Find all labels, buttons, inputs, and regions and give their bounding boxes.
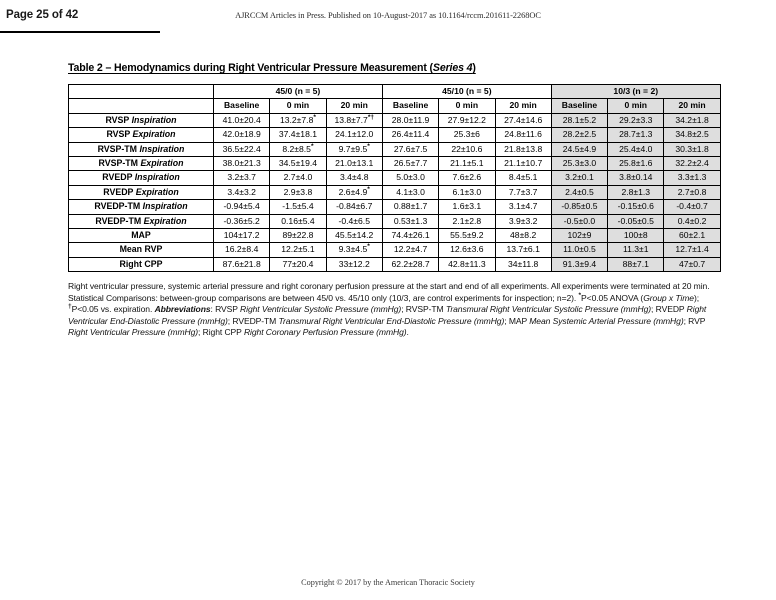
row-label-measure: MAP xyxy=(131,230,151,241)
table-cell xyxy=(326,200,382,214)
table-row xyxy=(69,214,721,228)
header-divider-rule xyxy=(0,31,160,33)
cell-value: -0.84±6.7 xyxy=(336,201,373,212)
cell-value: -0.36±5.2 xyxy=(223,215,260,226)
cell-value: 3.3±1.3 xyxy=(677,172,707,183)
cell-value: 41.0±20.4 xyxy=(222,114,261,125)
cell-value: 13.7±6.1 xyxy=(506,244,540,255)
table-cell xyxy=(270,113,326,127)
row-label-measure: RVSP-TM xyxy=(98,158,138,169)
row-label xyxy=(69,257,214,271)
cell-value: 1.6±3.1 xyxy=(452,201,482,212)
table-cell xyxy=(382,157,438,171)
group-header-row xyxy=(69,85,721,99)
table-cell xyxy=(439,128,495,142)
table-cell xyxy=(551,113,607,127)
table-cell xyxy=(664,200,720,214)
cell-value: 2.4±0.5 xyxy=(565,186,594,197)
table-cell xyxy=(439,214,495,228)
page-header xyxy=(0,8,776,30)
table-row xyxy=(69,113,721,127)
abbrev-rvp: Right Ventricular Pressure (mmHg) xyxy=(68,326,199,337)
table-row xyxy=(69,157,721,171)
table-cell xyxy=(495,171,551,185)
cell-value: 25.8±1.6 xyxy=(619,158,653,169)
table-cell xyxy=(495,113,551,127)
table-cell xyxy=(608,157,664,171)
table-cell xyxy=(664,214,720,228)
table-footnote xyxy=(68,281,720,338)
press-citation-line: AJRCCM Articles in Press. Published on 10-August-2017 as 10.1164/rccm.201611-2268OC xyxy=(235,11,541,20)
cell-value: -0.85±0.5 xyxy=(561,201,598,212)
table-cell xyxy=(439,200,495,214)
table-cell xyxy=(664,157,720,171)
cell-value: 34.5±19.4 xyxy=(278,158,318,169)
row-label xyxy=(69,113,214,127)
row-label-measure: RVEDP xyxy=(102,172,133,183)
table-cell xyxy=(495,142,551,156)
cell-value: 7.6±2.6 xyxy=(452,172,482,183)
cell-value: 3.2±0.1 xyxy=(565,172,594,183)
footnote-sep-11: ; Right CPP xyxy=(198,326,244,337)
table-cell xyxy=(551,157,607,171)
cell-value: 27.4±14.6 xyxy=(504,114,543,125)
table-cell xyxy=(326,171,382,185)
abbrev-rvsp: Right Ventricular Systolic Pressure (mmHg) xyxy=(240,304,402,315)
cell-value: 22±10.6 xyxy=(451,143,483,154)
cell-value: 37.4±18.1 xyxy=(278,129,318,140)
table-cell xyxy=(214,142,270,156)
row-label-measure: RVEDP xyxy=(103,186,134,197)
table-cell xyxy=(214,229,270,243)
table-cell xyxy=(608,171,664,185)
page-content xyxy=(68,62,720,338)
table-cell xyxy=(664,113,720,127)
cell-value: 33±12.2 xyxy=(338,258,370,269)
row-label-measure: RVEDP-TM xyxy=(95,215,142,226)
table-cell xyxy=(382,200,438,214)
cell-value: 25.3±6 xyxy=(453,129,480,140)
cell-value: 25.3±3.0 xyxy=(562,158,597,169)
footnote-sep-6: ; RVSP-TM xyxy=(401,304,446,315)
significance-marker-icon: * xyxy=(367,243,370,251)
cell-value: 24.5±4.9 xyxy=(562,143,597,154)
cell-value: 0.4±0.2 xyxy=(677,215,707,226)
table-body xyxy=(69,113,721,271)
group-header-2: 10/3 (n = 2) xyxy=(551,85,720,99)
cell-value: 24.1±12.0 xyxy=(335,129,374,140)
cell-value: 38.0±21.3 xyxy=(222,158,261,169)
table-cell xyxy=(495,157,551,171)
table-head xyxy=(69,85,721,114)
cell-value: 0.88±1.7 xyxy=(393,201,428,212)
cell-value: 3.4±4.8 xyxy=(339,172,369,183)
cell-value: 34±11.8 xyxy=(507,258,539,269)
column-header-3: Baseline xyxy=(382,99,438,113)
row-label xyxy=(69,171,214,185)
cell-value: 91.3±9.4 xyxy=(562,258,597,269)
table-cell xyxy=(495,185,551,199)
row-label xyxy=(69,157,214,171)
row-label-measure: Mean RVP xyxy=(119,244,163,255)
cell-value: 13.2±7.8 xyxy=(279,114,314,125)
footnote-sentence-2: P<0.05 ANOVA ( xyxy=(581,292,644,303)
page-footer xyxy=(0,578,776,587)
cell-value: 28.0±11.9 xyxy=(391,114,430,125)
cell-value: 34.8±2.5 xyxy=(675,129,709,140)
cell-value: 12.2±4.7 xyxy=(393,244,428,255)
footnote-abbreviations-label: Abbreviations xyxy=(154,304,211,315)
table-cell xyxy=(551,214,607,228)
table-cell xyxy=(270,214,326,228)
table-cell xyxy=(214,243,270,257)
cell-value: 28.2±2.5 xyxy=(562,129,597,140)
footnote-sentence-4: P<0.05 vs. expiration. xyxy=(71,304,155,315)
table-cell xyxy=(664,229,720,243)
row-label xyxy=(69,142,214,156)
cell-value: 2.6±4.9 xyxy=(338,186,368,197)
table-cell xyxy=(214,200,270,214)
cell-value: 2.7±0.8 xyxy=(677,186,707,197)
table-cell xyxy=(326,243,382,257)
table-cell xyxy=(439,229,495,243)
row-label xyxy=(69,200,214,214)
significance-marker-icon: * xyxy=(310,142,314,150)
table-cell xyxy=(664,257,720,271)
cell-value: 9.3±4.5 xyxy=(338,244,368,255)
cell-value: 8.2±8.5 xyxy=(282,143,311,154)
cell-value: 47±0.7 xyxy=(678,258,706,269)
abbrev-rvedp-tm: Transmural Right Ventricular End-Diastolic Pressure (mmHg) xyxy=(278,315,505,326)
cell-value: -0.4±0.7 xyxy=(676,201,708,212)
row-label-phase: Inspiration xyxy=(142,201,188,212)
column-header-2: 20 min xyxy=(326,99,382,113)
cell-value: 104±17.2 xyxy=(223,230,260,241)
cell-value: 2.7±4.0 xyxy=(283,172,313,183)
column-header-7: 0 min xyxy=(608,99,664,113)
footnote-sep-10: ; RVP xyxy=(683,315,706,326)
cell-value: 27.6±7.5 xyxy=(393,143,428,154)
table-cell xyxy=(664,171,720,185)
abbrev-map: Mean Systemic Arterial Pressure (mmHg) xyxy=(529,315,684,326)
cell-value: -0.4±6.5 xyxy=(338,215,370,226)
row-label xyxy=(69,214,214,228)
abbrev-rvsp-tm: Transmural Right Ventricular Systolic Pressure (mmHg) xyxy=(445,304,652,315)
column-header-6: Baseline xyxy=(551,99,607,113)
cell-value: -0.94±5.4 xyxy=(223,201,260,212)
cell-value: 5.0±3.0 xyxy=(396,172,425,183)
table-cell xyxy=(270,128,326,142)
corner-cell xyxy=(69,85,214,99)
footnote-sentence-3: ); xyxy=(693,292,699,303)
cell-value: 3.1±4.7 xyxy=(508,201,538,212)
table-cell xyxy=(608,229,664,243)
table-cell xyxy=(439,113,495,127)
table-cell xyxy=(270,157,326,171)
column-header-1: 0 min xyxy=(270,99,326,113)
row-label xyxy=(69,243,214,257)
row-label-phase: Expiration xyxy=(132,129,176,140)
cell-value: 2.8±1.3 xyxy=(621,186,651,197)
table-cell xyxy=(495,229,551,243)
table-cell xyxy=(551,200,607,214)
row-label xyxy=(69,128,214,142)
footnote-sep-7: ; RVEDP xyxy=(651,304,687,315)
footnote-sep-12: . xyxy=(406,326,409,337)
cell-value: 42.0±18.9 xyxy=(222,129,261,140)
table-cell xyxy=(326,157,382,171)
cell-value: 55.5±9.2 xyxy=(450,230,484,241)
copyright-text: Copyright © 2017 by the American Thoracic Society xyxy=(301,578,475,587)
table-cell xyxy=(439,142,495,156)
table-cell xyxy=(326,185,382,199)
table-row xyxy=(69,142,721,156)
table-cell xyxy=(664,128,720,142)
cell-value: 11.0±0.5 xyxy=(563,244,596,255)
table-cell xyxy=(439,243,495,257)
row-label-phase: Inspiration xyxy=(131,114,177,125)
table-caption xyxy=(68,62,720,74)
table-cell xyxy=(551,229,607,243)
table-cell xyxy=(495,257,551,271)
column-header-5: 20 min xyxy=(495,99,551,113)
table-cell xyxy=(439,185,495,199)
cell-value: 9.7±9.5 xyxy=(338,143,368,154)
cell-value: 102±9 xyxy=(567,230,592,241)
cell-value: 28.7±1.3 xyxy=(619,129,653,140)
cell-value: -0.5±0.0 xyxy=(563,215,596,226)
table-cell xyxy=(382,128,438,142)
table-row xyxy=(69,128,721,142)
cell-value: 62.2±28.7 xyxy=(391,258,430,269)
table-cell xyxy=(551,257,607,271)
table-cell xyxy=(214,113,270,127)
cell-value: 45.5±14.2 xyxy=(335,230,374,241)
table-cell xyxy=(326,214,382,228)
cell-value: 48±8.2 xyxy=(510,230,537,241)
table-cell xyxy=(439,157,495,171)
cell-value: 60±2.1 xyxy=(678,230,706,241)
cell-value: 36.5±22.4 xyxy=(222,143,261,154)
cell-value: 77±20.4 xyxy=(282,258,314,269)
cell-value: 0.16±5.4 xyxy=(281,215,315,226)
footnote-sep-8: ; RVEDP-TM xyxy=(227,315,279,326)
cell-value: 3.2±3.7 xyxy=(227,172,256,183)
cell-value: 4.1±3.0 xyxy=(396,186,425,197)
table-cell xyxy=(664,185,720,199)
cell-value: 6.1±3.0 xyxy=(452,186,482,197)
row-label-measure: RVSP-TM xyxy=(97,143,137,154)
cell-value: 12.6±3.6 xyxy=(450,244,484,255)
cell-value: 100±8 xyxy=(623,230,648,241)
table-row xyxy=(69,229,721,243)
cell-value: 12.2±5.1 xyxy=(281,244,315,255)
cell-value: 21.0±13.1 xyxy=(335,158,374,169)
row-label-measure: RVEDP-TM xyxy=(94,201,141,212)
cell-value: 29.2±3.3 xyxy=(619,114,653,125)
cell-value: -0.15±0.6 xyxy=(617,201,654,212)
cell-value: 21.1±10.7 xyxy=(504,158,543,169)
table-cell xyxy=(495,128,551,142)
table-cell xyxy=(214,157,270,171)
row-label xyxy=(69,229,214,243)
significance-marker-icon: * xyxy=(367,142,370,150)
cell-value: 12.7±1.4 xyxy=(675,244,709,255)
table-cell xyxy=(608,128,664,142)
cell-value: 30.3±1.8 xyxy=(675,143,709,154)
cell-value: 13.8±7.7 xyxy=(334,114,368,125)
footnote-sentence-1: Right ventricular pressure, systemic arterial pressure and right coronary perfusion pressure at the start and end of all experiments. All experiments were terminated at 20 min. Statistical Comparisons: between-group comparisons are between 45/0 vs. 45/10 only (10/3, are control experiments for inspection; n=2). xyxy=(68,281,710,303)
table-cell xyxy=(495,243,551,257)
significance-marker-icon: * xyxy=(313,113,316,121)
cell-value: 21.8±13.8 xyxy=(504,143,543,154)
cell-value: 0.53±1.3 xyxy=(393,215,428,226)
table-cell xyxy=(608,200,664,214)
cell-value: 3.9±3.2 xyxy=(508,215,538,226)
table-cell xyxy=(495,214,551,228)
row-label-phase: Expiration xyxy=(140,158,184,169)
table-cell xyxy=(214,185,270,199)
table-cell xyxy=(382,171,438,185)
table-cell xyxy=(551,142,607,156)
cell-value: 28.1±5.2 xyxy=(562,114,597,125)
table-row xyxy=(69,200,721,214)
table-cell xyxy=(551,128,607,142)
table-cell xyxy=(439,257,495,271)
cell-value: 16.2±8.4 xyxy=(224,244,259,255)
significance-marker-icon: *† xyxy=(367,113,375,121)
table-cell xyxy=(270,229,326,243)
cell-value: 21.1±5.1 xyxy=(450,158,484,169)
column-header-8: 20 min xyxy=(664,99,720,113)
table-cell xyxy=(382,257,438,271)
table-caption-suffix: ) xyxy=(472,62,476,74)
table-row xyxy=(69,171,721,185)
cell-value: 2.1±2.8 xyxy=(452,215,482,226)
table-cell xyxy=(326,113,382,127)
row-label-measure: Right CPP xyxy=(119,258,163,269)
cell-value: 2.9±3.8 xyxy=(283,186,313,197)
cell-value: 11.3±1 xyxy=(622,244,649,255)
column-header-4: 0 min xyxy=(439,99,495,113)
table-cell xyxy=(551,185,607,199)
row-label-phase: Inspiration xyxy=(139,143,185,154)
cell-value: 26.5±7.7 xyxy=(393,158,428,169)
table-cell xyxy=(214,128,270,142)
table-cell xyxy=(214,214,270,228)
footnote-sep-5: : RVSP xyxy=(210,304,241,315)
table-cell xyxy=(382,229,438,243)
row-label-measure: RVSP xyxy=(105,114,130,125)
cell-value: -1.5±5.4 xyxy=(282,201,314,212)
cell-value: 3.4±3.2 xyxy=(227,186,256,197)
table-caption-series: Series 4 xyxy=(432,62,473,74)
table-cell xyxy=(214,171,270,185)
cell-value: 89±22.8 xyxy=(282,230,314,241)
table-cell xyxy=(382,243,438,257)
table-cell xyxy=(326,142,382,156)
table-cell xyxy=(495,200,551,214)
cell-value: 32.2±2.4 xyxy=(675,158,709,169)
hemodynamics-table xyxy=(68,84,721,272)
cell-value: 26.4±11.4 xyxy=(391,129,430,140)
asterisk-marker-icon: * xyxy=(578,291,582,299)
table-cell xyxy=(382,113,438,127)
cell-value: -0.05±0.5 xyxy=(617,215,654,226)
row-label-phase: Inspiration xyxy=(134,172,180,183)
table-cell xyxy=(608,142,664,156)
table-cell xyxy=(608,185,664,199)
footnote-sep-9: ; MAP xyxy=(504,315,530,326)
table-cell xyxy=(326,229,382,243)
table-cell xyxy=(608,257,664,271)
cell-value: 25.4±4.0 xyxy=(619,143,653,154)
cell-value: 3.8±0.14 xyxy=(619,172,653,183)
footnote-anova-term: Group x Time xyxy=(643,292,694,303)
table-cell xyxy=(270,243,326,257)
table-cell xyxy=(439,171,495,185)
table-row xyxy=(69,257,721,271)
table-cell xyxy=(382,214,438,228)
table-cell xyxy=(551,243,607,257)
subheader-row xyxy=(69,99,721,113)
table-row xyxy=(69,243,721,257)
cell-value: 7.7±3.7 xyxy=(508,186,538,197)
row-label xyxy=(69,185,214,199)
table-cell xyxy=(608,243,664,257)
row-label-phase: Expiration xyxy=(143,215,187,226)
significance-marker-icon: * xyxy=(367,185,370,193)
row-label-measure: RVSP xyxy=(106,129,131,140)
abbrev-rvedp: Right Ventricular End-Diastolic Pressure (mmHg) xyxy=(68,304,707,326)
table-cell xyxy=(664,243,720,257)
table-cell xyxy=(270,171,326,185)
abbrev-right-cpp: Right Coronary Perfusion Pressure (mmHg) xyxy=(243,326,407,337)
table-cell xyxy=(270,257,326,271)
table-cell xyxy=(270,185,326,199)
cell-value: 42.8±11.3 xyxy=(448,258,486,269)
cell-value: 27.9±12.2 xyxy=(447,114,486,125)
cell-value: 34.2±1.8 xyxy=(675,114,709,125)
corner-cell-2 xyxy=(69,99,214,113)
table-cell xyxy=(326,257,382,271)
column-header-0: Baseline xyxy=(214,99,270,113)
table-cell xyxy=(382,185,438,199)
dagger-marker-icon: † xyxy=(68,303,72,311)
group-header-1: 45/10 (n = 5) xyxy=(382,85,551,99)
cell-value: 88±7.1 xyxy=(622,258,649,269)
cell-value: 24.8±11.6 xyxy=(504,129,542,140)
page-number-label: Page 25 of 42 xyxy=(6,9,79,21)
table-cell xyxy=(270,142,326,156)
table-cell xyxy=(382,142,438,156)
cell-value: 74.4±26.1 xyxy=(391,230,430,241)
table-cell xyxy=(214,257,270,271)
table-cell xyxy=(326,128,382,142)
group-header-0: 45/0 (n = 5) xyxy=(214,85,383,99)
cell-value: 8.4±5.1 xyxy=(508,172,538,183)
table-caption-prefix: Table 2 – Hemodynamics during Right Ventricular Pressure Measurement ( xyxy=(68,62,433,74)
table-cell xyxy=(270,200,326,214)
row-label-phase: Expiration xyxy=(135,186,179,197)
cell-value: 87.6±21.8 xyxy=(222,258,261,269)
table-cell xyxy=(608,214,664,228)
table-cell xyxy=(608,113,664,127)
table-row xyxy=(69,185,721,199)
table-cell xyxy=(551,171,607,185)
table-cell xyxy=(664,142,720,156)
